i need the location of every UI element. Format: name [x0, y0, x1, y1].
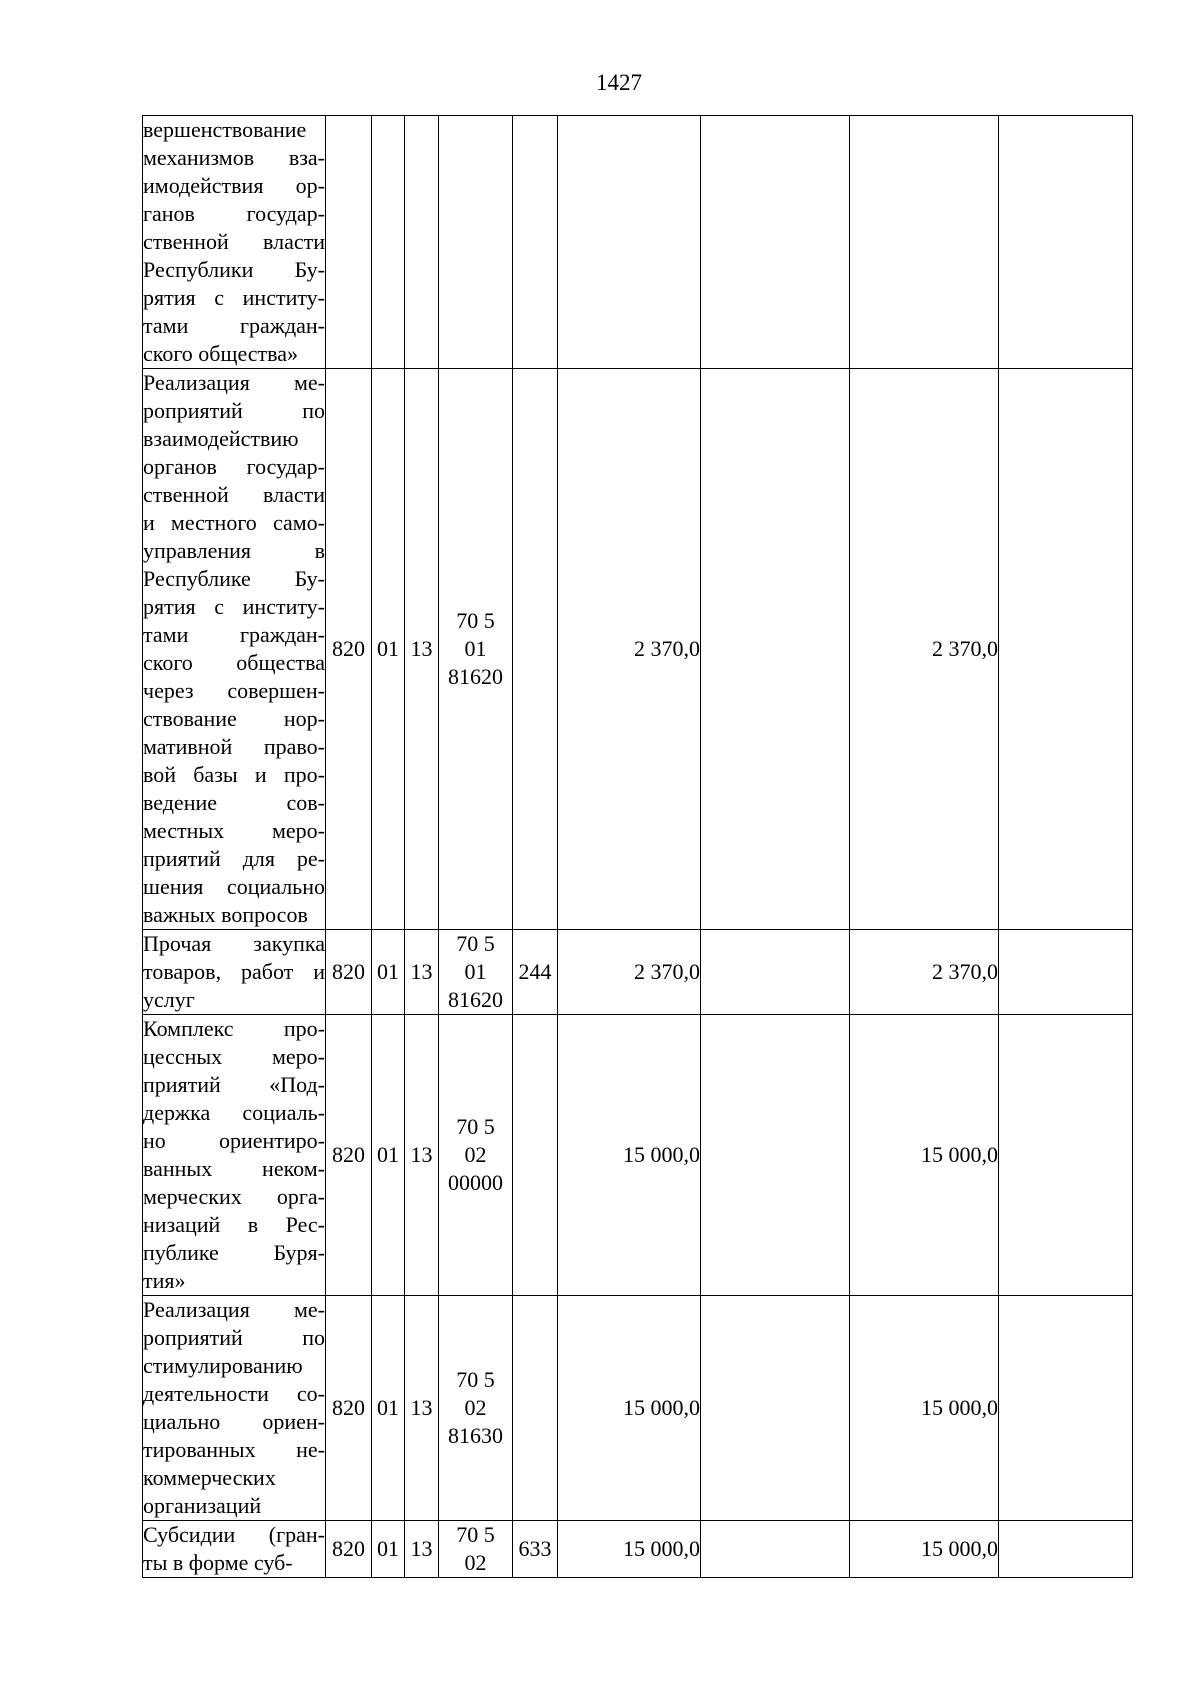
ministry-code-cell: 820: [326, 1015, 372, 1296]
amount-cell-4: [999, 1296, 1133, 1521]
item-name-line: Прочая закупка: [143, 931, 325, 956]
item-name-line: и местного само-: [143, 510, 325, 535]
item-name-line: приятий для ре-: [143, 846, 325, 871]
subsection-code-cell: [405, 116, 439, 369]
section-code-cell: 01: [372, 1296, 405, 1521]
subsection-code-cell: 13: [405, 369, 439, 930]
amount-cell-2: [701, 1015, 850, 1296]
target-article-line: 02: [464, 1550, 487, 1575]
subsection-code-cell: 13: [405, 1521, 439, 1578]
item-name-line: организаций: [143, 1493, 262, 1518]
item-name-line: ского общества»: [143, 341, 298, 366]
table-row: [143, 116, 1133, 369]
item-name-line: рятия с институ-: [143, 594, 325, 619]
target-article-cell: [439, 1015, 513, 1296]
item-name-cell: [143, 1015, 326, 1296]
item-name-line: ванных неком-: [143, 1156, 325, 1181]
target-article-line: 01: [464, 959, 487, 984]
item-name-line: мативной право-: [143, 734, 325, 759]
amount-cell-3: 15 000,0: [850, 1296, 999, 1521]
item-name-cell: [143, 1296, 326, 1521]
item-name-line: органов государ-: [143, 454, 325, 479]
amount-cell-1: 15 000,0: [558, 1521, 701, 1578]
page-number: 1427: [596, 70, 642, 95]
amount-cell-3: 15 000,0: [850, 1521, 999, 1578]
item-name-line: ственной власти: [143, 482, 325, 507]
item-name-line: Субсидии (гран-: [143, 1522, 325, 1547]
item-name-line: Республике Бу-: [143, 566, 325, 591]
item-name-line: имодействия ор-: [143, 173, 325, 198]
expense-type-cell: [513, 369, 558, 930]
item-name-line: роприятий по: [143, 398, 325, 423]
item-name-line: низаций в Рес-: [143, 1212, 325, 1237]
item-name-line: тами граждан-: [143, 313, 325, 338]
item-name-cell: [143, 930, 326, 1015]
item-name-line: коммерческих: [143, 1465, 276, 1490]
item-name-cell: [143, 116, 326, 369]
item-name-line: ты в форме суб-: [143, 1550, 293, 1575]
amount-cell-4: [999, 1521, 1133, 1578]
table-body: [143, 116, 1133, 1578]
target-article-line: 70 5: [456, 1114, 495, 1139]
amount-cell-1: [558, 116, 701, 369]
ministry-code-cell: [326, 116, 372, 369]
subsection-code-cell: 13: [405, 930, 439, 1015]
item-name-line: циально ориен-: [143, 1409, 325, 1434]
target-article-line: 81620: [448, 664, 503, 689]
item-name-line: местных меро-: [143, 818, 325, 843]
item-name-cell: [143, 369, 326, 930]
amount-cell-2: [701, 1296, 850, 1521]
amount-cell-3: [850, 116, 999, 369]
item-name-line: Реализация ме-: [143, 370, 325, 395]
target-article-line: 81630: [448, 1423, 503, 1448]
amount-cell-4: [999, 369, 1133, 930]
target-article-line: 00000: [448, 1170, 503, 1195]
item-name-line: роприятий по: [143, 1325, 325, 1350]
target-article-cell: [439, 930, 513, 1015]
amount-cell-1: 15 000,0: [558, 1015, 701, 1296]
item-name-line: механизмов вза-: [143, 145, 325, 170]
amount-cell-4: [999, 116, 1133, 369]
item-name-line: цессных меро-: [143, 1044, 325, 1069]
ministry-code-cell: 820: [326, 369, 372, 930]
item-name-line: ствование нор-: [143, 706, 325, 731]
item-name-cell: [143, 1521, 326, 1578]
ministry-code-cell: 820: [326, 930, 372, 1015]
amount-cell-2: [701, 369, 850, 930]
target-article-line: 70 5: [456, 1367, 495, 1392]
amount-cell-4: [999, 930, 1133, 1015]
item-name-line: шения социально: [143, 874, 325, 899]
ministry-code-cell: 820: [326, 1521, 372, 1578]
target-article-line: 70 5: [456, 1522, 495, 1547]
subsection-code-cell: 13: [405, 1296, 439, 1521]
amount-cell-1: 2 370,0: [558, 369, 701, 930]
amount-cell-3: 2 370,0: [850, 930, 999, 1015]
amount-cell-1: 15 000,0: [558, 1296, 701, 1521]
item-name-line: Комплекс про-: [143, 1016, 325, 1041]
amount-cell-2: [701, 1521, 850, 1578]
amount-cell-4: [999, 1015, 1133, 1296]
item-name-line: приятий «Под-: [143, 1072, 325, 1097]
amount-cell-1: 2 370,0: [558, 930, 701, 1015]
expense-type-cell: [513, 1015, 558, 1296]
target-article-line: 81620: [448, 987, 503, 1012]
item-name-line: Республики Бу-: [143, 257, 325, 282]
item-name-line: стимулированию: [143, 1353, 303, 1378]
table-row: [143, 930, 1133, 1015]
item-name-line: тированных не-: [143, 1437, 325, 1462]
item-name-line: ственной власти: [143, 229, 325, 254]
item-name-line: услуг: [143, 987, 195, 1012]
expense-type-cell: 244: [513, 930, 558, 1015]
target-article-line: 02: [464, 1395, 487, 1420]
item-name-line: тами граждан-: [143, 622, 325, 647]
table-row: [143, 369, 1133, 930]
target-article-cell: [439, 1296, 513, 1521]
subsection-code-cell: 13: [405, 1015, 439, 1296]
amount-cell-2: [701, 930, 850, 1015]
item-name-line: Реализация ме-: [143, 1297, 325, 1322]
item-name-line: ского общества: [143, 650, 325, 675]
target-article-line: 70 5: [456, 931, 495, 956]
ministry-code-cell: 820: [326, 1296, 372, 1521]
item-name-line: ганов государ-: [143, 201, 325, 226]
item-name-line: взаимодействию: [143, 426, 299, 451]
target-article-line: 02: [464, 1142, 487, 1167]
budget-table: [142, 115, 1133, 1578]
item-name-line: ведение сов-: [143, 790, 325, 815]
item-name-line: вершенствование: [143, 117, 307, 142]
item-name-line: мерческих орга-: [143, 1184, 325, 1209]
target-article-cell: [439, 1521, 513, 1578]
section-code-cell: 01: [372, 1521, 405, 1578]
item-name-line: товаров, работ и: [143, 959, 325, 984]
item-name-line: деятельности со-: [143, 1381, 325, 1406]
target-article-cell: [439, 369, 513, 930]
item-name-line: но ориентиро-: [143, 1128, 325, 1153]
amount-cell-3: 15 000,0: [850, 1015, 999, 1296]
item-name-line: тия»: [143, 1268, 186, 1293]
target-article-line: 70 5: [456, 608, 495, 633]
item-name-line: через совершен-: [143, 678, 325, 703]
section-code-cell: 01: [372, 930, 405, 1015]
expense-type-cell: [513, 1296, 558, 1521]
table-row: [143, 1296, 1133, 1521]
table-row: [143, 1015, 1133, 1296]
target-article-cell: [439, 116, 513, 369]
section-code-cell: 01: [372, 369, 405, 930]
amount-cell-2: [701, 116, 850, 369]
section-code-cell: [372, 116, 405, 369]
target-article-line: 01: [464, 636, 487, 661]
item-name-line: публике Буря-: [143, 1240, 325, 1265]
table-row: [143, 1521, 1133, 1578]
expense-type-cell: 633: [513, 1521, 558, 1578]
item-name-line: держка социаль-: [143, 1100, 325, 1125]
amount-cell-3: 2 370,0: [850, 369, 999, 930]
item-name-line: вой базы и про-: [143, 762, 325, 787]
item-name-line: важных вопросов: [143, 902, 308, 927]
expense-type-cell: [513, 116, 558, 369]
item-name-line: управления в: [143, 538, 325, 563]
section-code-cell: 01: [372, 1015, 405, 1296]
item-name-line: рятия с институ-: [143, 285, 325, 310]
